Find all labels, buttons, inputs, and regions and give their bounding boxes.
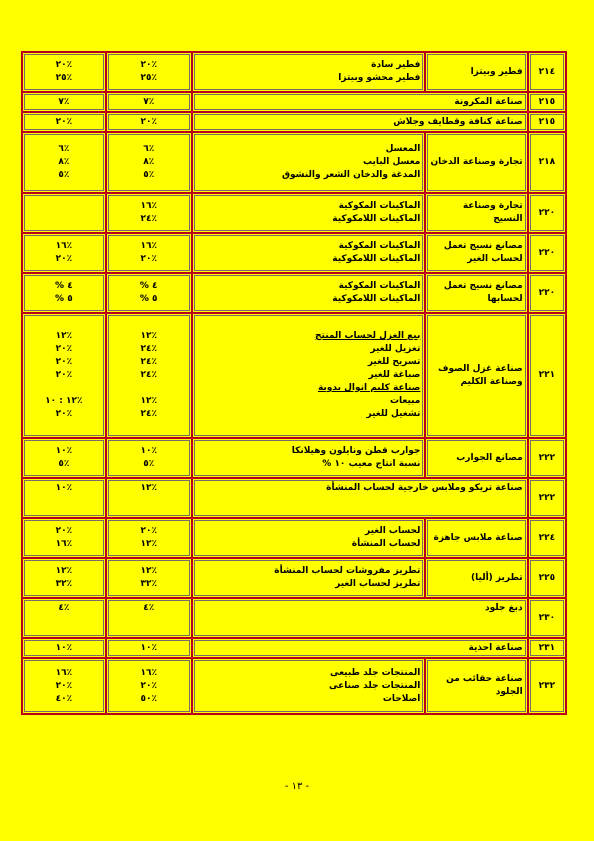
rate-column-b [22, 478, 106, 518]
sub-item: معسل البايب [362, 157, 421, 167]
rate-value: ٪١٠ [55, 643, 73, 653]
rate-value: ٪١٢ [55, 331, 73, 341]
row-code: ٢١٤ [528, 52, 566, 92]
rate-column-a [106, 92, 192, 112]
rate-value: ٪٥ [58, 459, 70, 469]
rate-column-a [106, 438, 192, 478]
rate-value: ٪١٦ [55, 539, 73, 549]
rate-column-b [22, 273, 106, 313]
row-activity-name: تجارة وصناعة الدخان [425, 132, 527, 193]
row-activity-name: صناعة احذية [192, 638, 528, 658]
row-sub-items [192, 273, 426, 313]
table-row [22, 233, 566, 273]
rate-column-b [22, 598, 106, 638]
rate-value: ٪١٠ [55, 446, 73, 456]
rate-value: ٪٨ [143, 157, 155, 167]
rate-value: ٪٢٠ [55, 254, 73, 264]
row-code: ٢٢١ [528, 313, 566, 438]
rate-column-b [22, 518, 106, 558]
table-row [22, 92, 566, 112]
table-row [22, 598, 566, 638]
sub-item: المدغة والدخان الشعر والنشوق [281, 170, 421, 180]
sub-item: نسبة انتاج معيب ١٠ % [322, 459, 421, 469]
rate-value: ٪٧ [143, 96, 155, 107]
rate-column-a [106, 638, 192, 658]
rate-column-a [106, 313, 192, 438]
table-row [22, 132, 566, 193]
rate-column-b [22, 638, 106, 658]
rate-column-b [22, 438, 106, 478]
sub-item: صباغة للغير [368, 370, 421, 380]
table-row [22, 52, 566, 92]
rate-column-a [106, 132, 192, 193]
row-code: ٢٢٢ [528, 438, 566, 478]
rate-column-a [106, 558, 192, 598]
row-code: ٢٢٠ [528, 273, 566, 313]
rate-value: ٪١٢ [55, 566, 73, 576]
rate-value: ٪٢٠ [140, 526, 157, 536]
rate-column-b [22, 52, 106, 92]
rate-value: ٪٢٠ [140, 254, 157, 264]
rate-value: ٪٢٠ [140, 680, 157, 691]
row-activity-name: مصانع الجوارب [425, 438, 527, 478]
rate-value: ٪٨ [58, 157, 70, 167]
table-row [22, 638, 566, 658]
rate-value: ٪٢٠ [55, 60, 73, 70]
sub-item: تطريز لحساب الغير [335, 579, 421, 589]
sub-item: مبيعات [389, 396, 421, 406]
rate-value: ٪٢٠ [55, 344, 73, 354]
row-sub-items [192, 438, 426, 478]
rate-column-a [106, 598, 192, 638]
rate-value: ٪٦ [143, 144, 155, 154]
sub-item: تطريز مفروشات لحساب المنشأة [274, 566, 421, 576]
rate-value: ٤ % [139, 281, 158, 291]
row-sub-items [192, 658, 426, 714]
rate-value: ٪٢٤ [140, 214, 157, 224]
rate-column-b [22, 112, 106, 132]
row-activity-name: صناعة غزل الصوف وصناعة الكليم [425, 313, 527, 438]
table-row [22, 558, 566, 598]
rate-value: ٪٢٥ [55, 73, 73, 83]
row-sub-items [192, 313, 426, 438]
sub-item: الماكينات المكوكية [338, 241, 421, 251]
sub-item: صناعة كليم انوال يدوية [317, 383, 421, 393]
sub-item: الماكينات المكوكية [338, 201, 421, 211]
row-sub-items [192, 518, 426, 558]
table-row [22, 478, 566, 518]
table-row [22, 273, 566, 313]
sub-item: الماكينات اللامكوكية [332, 294, 421, 304]
sub-item: فطير سادة [371, 60, 421, 70]
rate-value: ٥ % [139, 294, 158, 304]
row-activity-name: تطريز (أليا) [425, 558, 527, 598]
rate-value: ٪٥ [58, 170, 70, 180]
sub-item: جوارب قطن ونايلون وهيلانكا [291, 446, 421, 456]
rate-value: ٪١٢ [140, 539, 157, 549]
row-sub-items [192, 558, 426, 598]
rate-value [111, 382, 187, 395]
row-code: ٢٢٢ [528, 478, 566, 518]
rate-value: ٪٤٠ [55, 693, 73, 704]
rate-value: ٪٢٠ [140, 116, 157, 127]
row-code: ٢٣٠ [528, 598, 566, 638]
rate-value: ٪٢٤ [140, 370, 157, 380]
sub-item: فطير محشو وبيتزا [338, 73, 421, 83]
rate-value: ٪٧ [58, 96, 70, 107]
rate-value: ٪٥ [143, 459, 155, 469]
rate-column-a [106, 52, 192, 92]
rate-value: ٪٢٤ [140, 357, 157, 367]
table-row [22, 112, 566, 132]
rate-column-a [106, 273, 192, 313]
sub-item: الماكينات المكوكية [338, 281, 421, 291]
row-activity-name: صناعة كنافة وقطايف وجلاش [192, 112, 528, 132]
table-row [22, 193, 566, 233]
page-number: - ١٣ - [284, 781, 310, 792]
rate-value: ٪١٢ [140, 396, 157, 406]
table-row [22, 438, 566, 478]
sub-item: الماكينات اللامكوكية [332, 254, 421, 264]
table-row [22, 658, 566, 714]
rate-column-b [22, 132, 106, 193]
row-activity-name: دبغ جلود [192, 598, 528, 638]
rate-value: ٤ % [55, 281, 73, 291]
row-sub-items [192, 233, 426, 273]
rate-value [27, 382, 101, 395]
rate-value: ٪٣٢ [55, 579, 73, 589]
rate-value: ٪١٦ [140, 201, 157, 211]
sub-item: المنتجات جلد طبيعى [329, 667, 421, 678]
row-code: ٢٢٠ [528, 193, 566, 233]
row-activity-name: فطير وبيتزا [425, 52, 527, 92]
sub-item: لحساب الغير [364, 526, 421, 536]
row-code: ٢٣٢ [528, 658, 566, 714]
rate-column-b [22, 558, 106, 598]
rate-column-b [22, 658, 106, 714]
rate-value: ٪١٦ [55, 241, 73, 251]
rate-value: ٪٢٠ [55, 116, 73, 127]
row-code: ٢٢٥ [528, 558, 566, 598]
rate-value: ٪٢٤ [140, 409, 157, 419]
row-sub-items [192, 193, 426, 233]
rate-column-a [106, 518, 192, 558]
rate-value: ٪٢٤ [140, 344, 157, 354]
row-activity-name: صناعة حقائب من الجلود [425, 658, 527, 714]
rate-value [27, 213, 101, 226]
rate-value: ٪١٠ [55, 483, 73, 493]
rate-value: ٪٤ [58, 603, 70, 613]
row-code: ٢١٥ [528, 112, 566, 132]
rate-value: ٪١٦ [140, 667, 157, 678]
rate-column-a [106, 233, 192, 273]
rate-column-a [106, 478, 192, 518]
rate-value: ٥ % [55, 294, 73, 304]
rate-value: ٪٢٠ [55, 357, 73, 367]
sub-item: بيع الغزل لحساب المنتج [315, 331, 421, 341]
rate-value: ٪١٢ : ١٠ [45, 396, 83, 406]
row-activity-name: تجارة وصناعة النسيج [425, 193, 527, 233]
rate-value: ٪٣٢ [140, 579, 157, 589]
rates-table [22, 52, 566, 714]
sub-item: تشغيل للغير [366, 409, 421, 419]
table-row [22, 313, 566, 438]
sub-item: اصلاحات [382, 693, 421, 704]
sub-item: المنتجات جلد صناعى [328, 680, 421, 691]
rate-value: ٪٢٠ [55, 370, 73, 380]
rate-value: ٪٦ [58, 144, 70, 154]
rate-value: ٪١٢ [140, 331, 157, 341]
row-activity-name: صناعة ملابس جاهزة [425, 518, 527, 558]
row-sub-items [192, 132, 426, 193]
row-activity-name: صناعة تريكو وملابس خارجية لحساب المنشأة [192, 478, 528, 518]
rate-value: ٪٤ [143, 603, 155, 613]
rate-column-a [106, 193, 192, 233]
row-code: ٢٢٤ [528, 518, 566, 558]
rate-value: ٪١٦ [140, 241, 157, 251]
rate-value: ٪١٢ [140, 483, 157, 493]
rate-column-b [22, 92, 106, 112]
rate-column-a [106, 658, 192, 714]
row-sub-items [192, 52, 426, 92]
rate-value [27, 200, 101, 213]
sub-item: المعسل [385, 144, 421, 154]
row-code: ٢٢٠ [528, 233, 566, 273]
row-activity-name: صناعة المكرونة [192, 92, 528, 112]
rate-value: ٪٥٠ [140, 693, 157, 704]
rate-value: ٪١٠ [140, 643, 157, 653]
rate-value: ٪٢٠ [55, 526, 73, 536]
row-code: ٢٣١ [528, 638, 566, 658]
row-code: ٢١٥ [528, 92, 566, 112]
rate-value: ٪٢٠ [55, 409, 73, 419]
row-activity-name: مصانع نسيج تعمل لحساب الغير [425, 233, 527, 273]
rate-column-b [22, 233, 106, 273]
sub-item: لحساب المنشأة [351, 539, 421, 549]
rate-value: ٪٢٠ [55, 680, 73, 691]
rate-value: ٪٢٠ [140, 60, 157, 70]
sub-item: تسريح للغير [367, 357, 421, 367]
rate-value: ٪٥ [143, 170, 155, 180]
rate-value: ٪١٦ [55, 667, 73, 678]
row-code: ٢١٨ [528, 132, 566, 193]
rate-value: ٪٢٥ [140, 73, 157, 83]
rate-column-b [22, 313, 106, 438]
rate-column-b [22, 193, 106, 233]
table-row [22, 518, 566, 558]
row-activity-name: مصانع نسيج تعمل لحسابها [425, 273, 527, 313]
rate-value: ٪١٠ [140, 446, 157, 456]
rate-value: ٪١٢ [140, 566, 157, 576]
rate-column-a [106, 112, 192, 132]
sub-item: تغزيل للغير [370, 344, 421, 354]
sub-item: الماكينات اللامكوكية [332, 214, 421, 224]
rates-table-body [22, 52, 566, 714]
